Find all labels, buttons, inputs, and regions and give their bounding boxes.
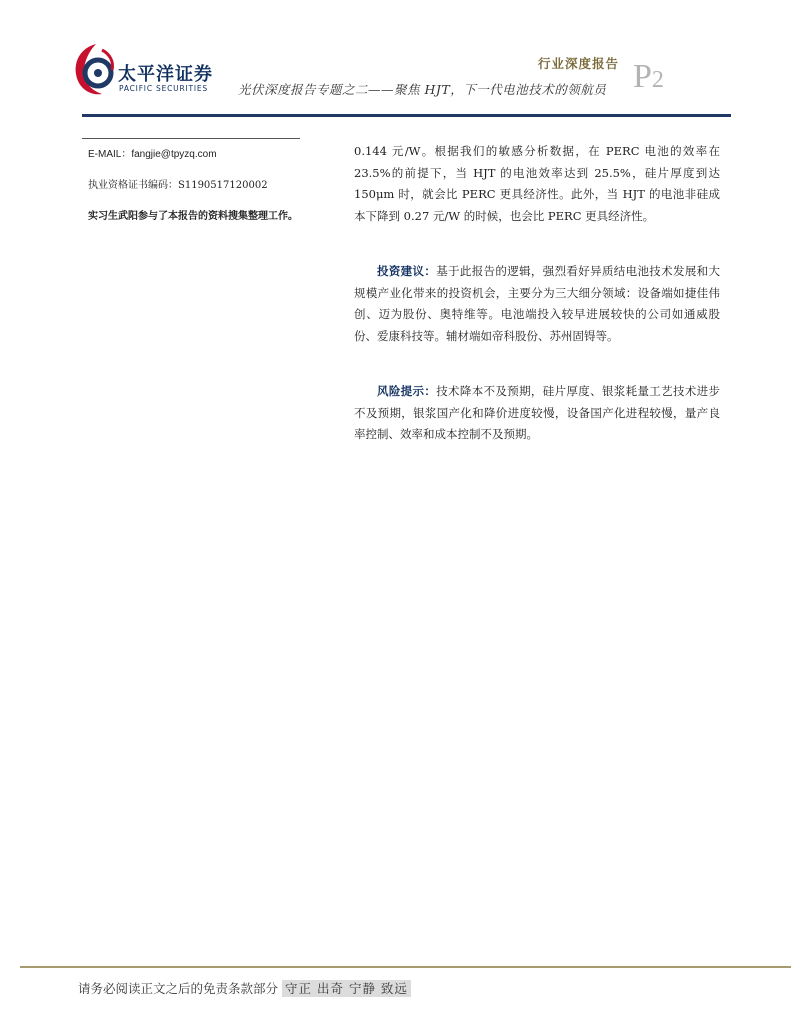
report-type-label: 行业深度报告: [537, 56, 619, 71]
page-number-value: 2: [651, 67, 664, 93]
company-logo: [72, 40, 232, 100]
footer-divider: [20, 966, 791, 968]
logo-english-name: PACIFIC SECURITIES: [119, 84, 208, 93]
author-email: E-MAIL：fangjie@tpyzq.com: [88, 149, 217, 160]
investment-lead: 投资建议：: [377, 264, 437, 278]
intern-note: 实习生武阳参与了本报告的资料搜集整理工作。: [88, 211, 298, 222]
economics-paragraph: 0.144 元/W。根据我们的敏感分析数据，在 PERC 电池的效率在 23.5%的前提下，当 HJT 的电池效率达到 25.5%，硅片厚度到达 150μm 时，就会比 PERC 更具经济性。此外，当 HJT 的电池非硅成本下降到 0.27 元/W 的时候，也会比 PERC 更具经济性。: [354, 144, 720, 223]
author-divider: [82, 138, 300, 139]
page-prefix: P: [633, 58, 652, 95]
logo-chinese-name: 太平洋证券: [118, 64, 213, 85]
page-number: [633, 60, 664, 94]
footer-disclaimer: 请务必阅读正文之后的免责条款部分: [78, 981, 279, 996]
footer: [78, 979, 411, 997]
investment-text: 基于此报告的逻辑，强烈看好异质结电池技术发展和大规模产业化带来的投资机会，主要分为三大细分领域：设备端如捷佳伟创、迈为股份、奥特维等。电池端投入较早进展较快的公司如通威股份、爱康科技等。辅材端如帝科股份、苏州固锝等。: [354, 264, 721, 343]
certificate-number: 执业资格证书编码：S1190517120002: [88, 180, 268, 191]
company-motto: 守正 出奇 宁静 致远: [282, 980, 411, 997]
risk-lead: 风险提示：: [377, 384, 437, 398]
report-title: 光伏深度报告专题之二——聚焦 HJT，下一代电池技术的领航员: [238, 82, 607, 97]
header-divider: [82, 114, 731, 117]
pacific-securities-logo-icon: [72, 40, 118, 100]
risk-text: 技术降本不及预期，硅片厚度、银浆耗量工艺技术进步不及预期，银浆国产化和降价进度较慢，设备国产化进程较慢，量产良率控制、效率和成本控制不及预期。: [354, 384, 721, 441]
investment-paragraph: [354, 261, 720, 347]
risk-paragraph: [354, 381, 720, 446]
